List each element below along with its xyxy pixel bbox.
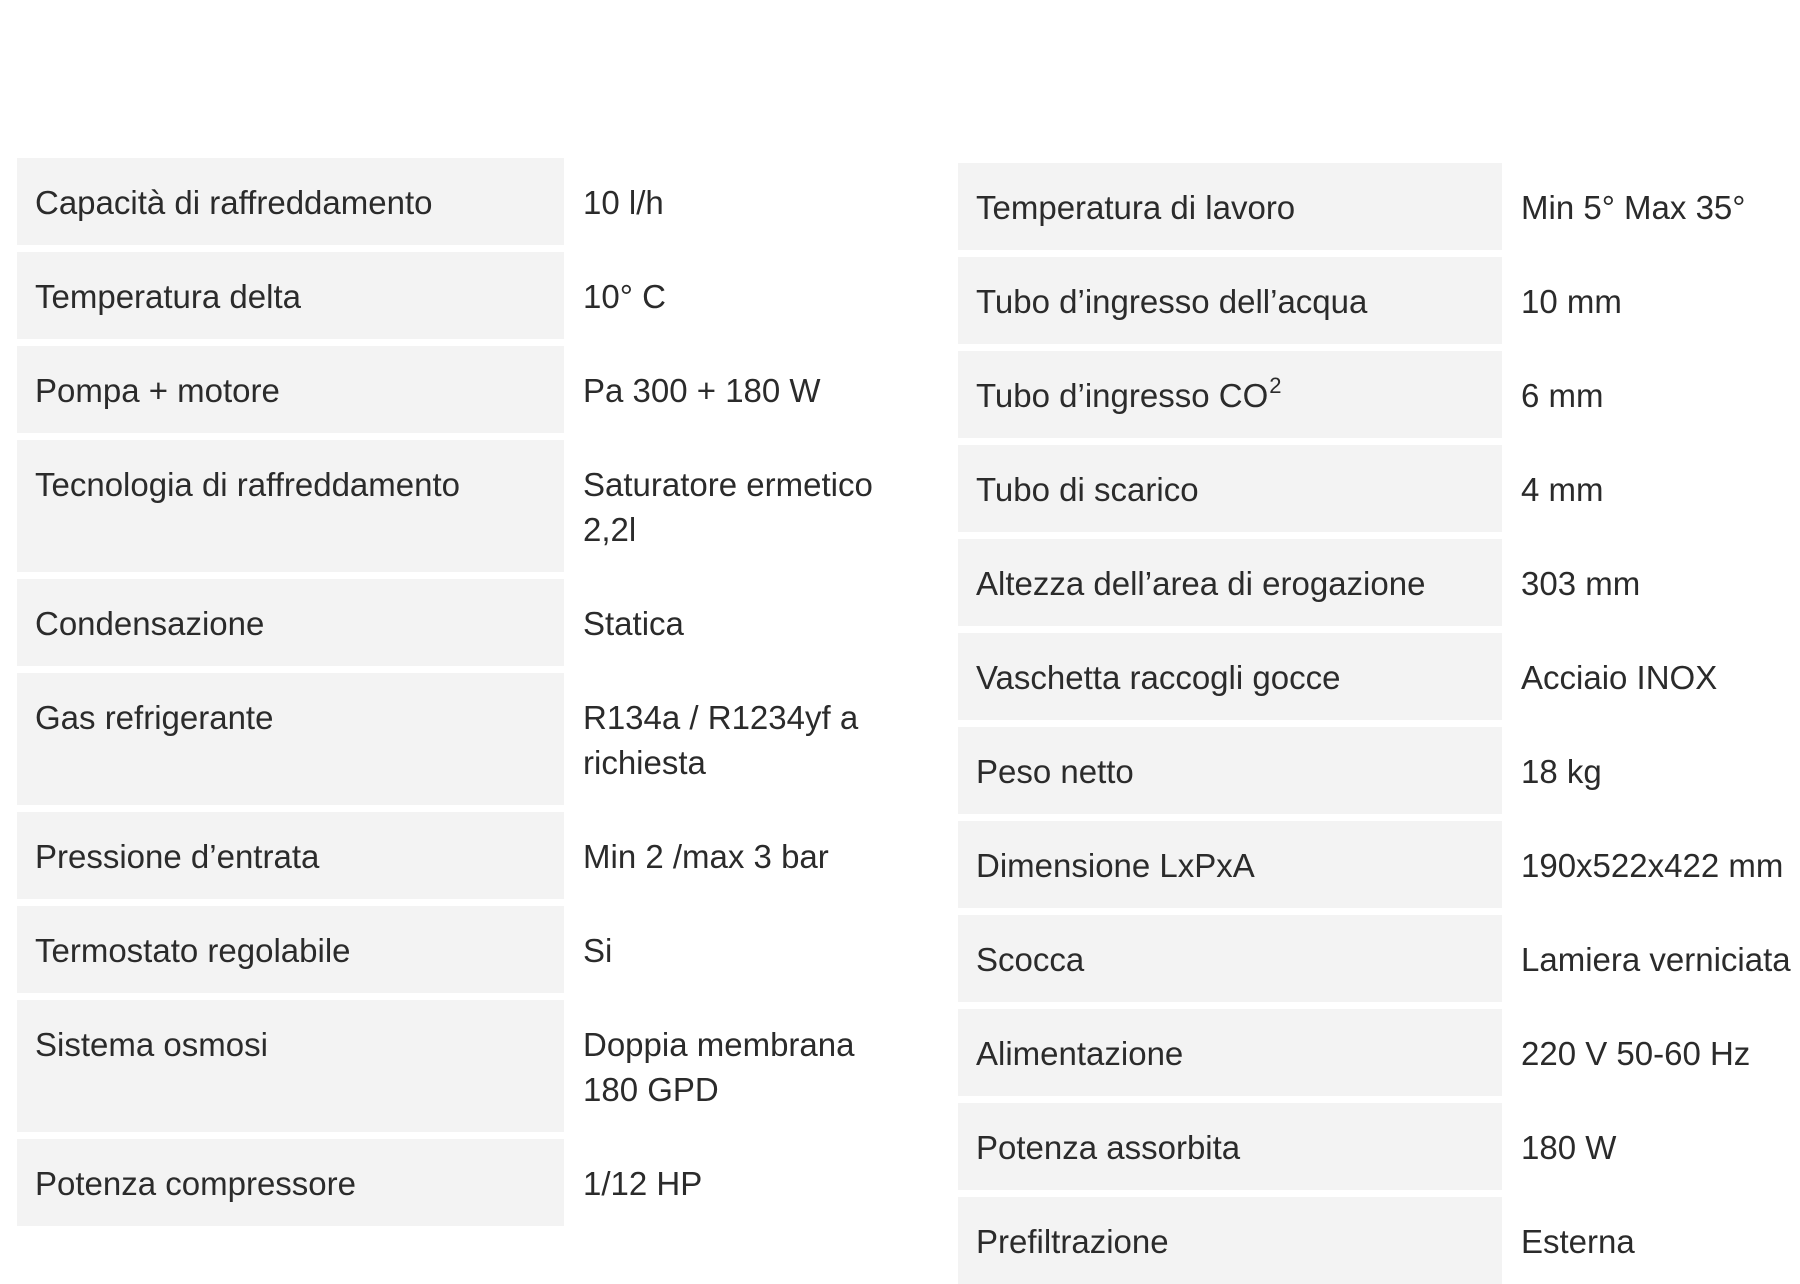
- spec-value: Min 5° Max 35°: [1521, 189, 1746, 226]
- table-row: [958, 1103, 1800, 1190]
- table-row: [958, 1009, 1800, 1096]
- table-row: [958, 163, 1800, 250]
- table-row: [958, 351, 1800, 438]
- spec-value: 1/12 HP: [583, 1165, 703, 1202]
- spec-value: Saturatore ermetico 2,2l: [583, 466, 873, 548]
- spec-value: Esterna: [1521, 1223, 1635, 1260]
- spec-value: 6 mm: [1521, 377, 1604, 414]
- table-row: [17, 252, 907, 339]
- spec-label: Potenza compressore: [17, 1139, 564, 1226]
- spec-label: Dimensione LxPxA: [958, 821, 1502, 908]
- spec-label: Prefiltrazione: [958, 1197, 1502, 1284]
- table-row: [17, 673, 907, 805]
- spec-label: Temperatura di lavoro: [958, 163, 1502, 250]
- spec-value: Doppia membrana 180 GPD: [583, 1026, 855, 1108]
- table-row: [958, 633, 1800, 720]
- spec-value: 10 l/h: [583, 184, 664, 221]
- table-row: [958, 727, 1800, 814]
- table-row: [17, 440, 907, 572]
- spec-table-right: [958, 163, 1800, 1284]
- spec-label: Tubo d’ingresso dell’acqua: [958, 257, 1502, 344]
- subscript-two: 2: [1269, 373, 1282, 398]
- spec-label: Pompa + motore: [17, 346, 564, 433]
- spec-label: Termostato regolabile: [17, 906, 564, 993]
- spec-label: Tubo di scarico: [958, 445, 1502, 532]
- spec-value: 180 W: [1521, 1129, 1617, 1166]
- table-row: [958, 539, 1800, 626]
- spec-value: 18 kg: [1521, 753, 1602, 790]
- spec-table-left: [17, 158, 907, 1226]
- table-row: [958, 445, 1800, 532]
- spec-label: Altezza dell’area di erogazione: [958, 539, 1502, 626]
- table-row: [958, 821, 1800, 908]
- table-row: [17, 1139, 907, 1226]
- table-row: [17, 812, 907, 899]
- spec-value: Statica: [583, 605, 684, 642]
- table-row: [17, 346, 907, 433]
- spec-value: Si: [583, 932, 613, 969]
- spec-value: Min 2 /max 3 bar: [583, 838, 829, 875]
- table-row: [17, 579, 907, 666]
- spec-label: Alimentazione: [958, 1009, 1502, 1096]
- table-row: [958, 257, 1800, 344]
- spec-label: Gas refrigerante: [17, 673, 564, 805]
- spec-value: R134a / R1234yf a richiesta: [583, 699, 859, 781]
- table-row: [958, 915, 1800, 1002]
- spec-value: Lamiera verniciata: [1521, 941, 1791, 978]
- table-row: [17, 158, 907, 245]
- table-row: [17, 1000, 907, 1132]
- spec-label: Vaschetta raccogli gocce: [958, 633, 1502, 720]
- spec-value: 190x522x422 mm: [1521, 847, 1784, 884]
- spec-label: Pressione d’entrata: [17, 812, 564, 899]
- spec-label: Scocca: [958, 915, 1502, 1002]
- spec-label-text: Tubo d’ingresso CO: [976, 377, 1269, 414]
- spec-label: Condensazione: [17, 579, 564, 666]
- spec-value: Pa 300 + 180 W: [583, 372, 821, 409]
- spec-value: 220 V 50-60 Hz: [1521, 1035, 1751, 1072]
- spec-label: [958, 351, 1502, 438]
- spec-value: 303 mm: [1521, 565, 1641, 602]
- spec-label: Sistema osmosi: [17, 1000, 564, 1132]
- table-row: [17, 906, 907, 993]
- spec-label: Tecnologia di raffreddamento: [17, 440, 564, 572]
- spec-value: Acciaio INOX: [1521, 659, 1718, 696]
- spec-value: 10 mm: [1521, 283, 1622, 320]
- spec-label: Peso netto: [958, 727, 1502, 814]
- spec-label: Capacità di raffreddamento: [17, 158, 564, 245]
- spec-value: 4 mm: [1521, 471, 1604, 508]
- spec-label: Temperatura delta: [17, 252, 564, 339]
- spec-label: Potenza assorbita: [958, 1103, 1502, 1190]
- table-row: [958, 1197, 1800, 1284]
- spec-value: 10° C: [583, 278, 666, 315]
